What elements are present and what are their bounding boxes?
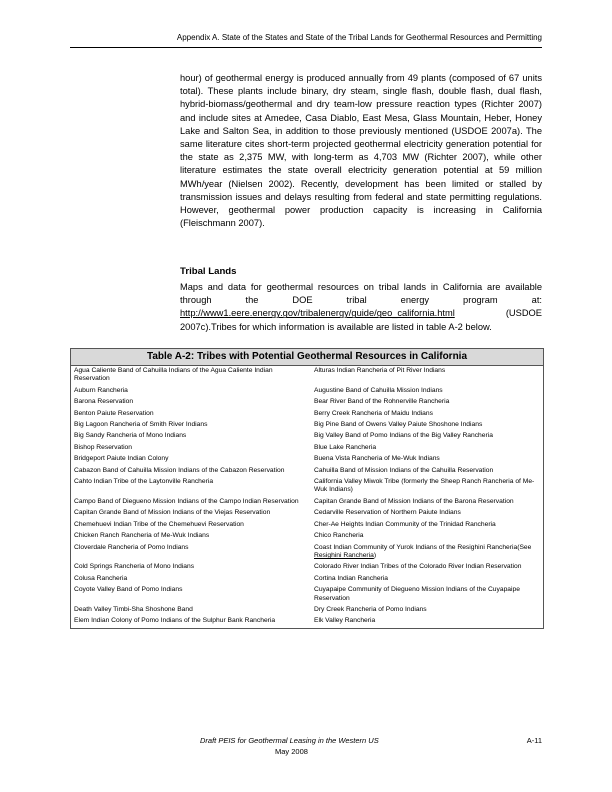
table-cell-left: Big Sandy Rancheria of Mono Indians <box>74 432 187 440</box>
table-cell-right: Big Valley Band of Pomo Indians of the Big Valley Rancheria <box>314 432 493 440</box>
table-cell-left: Cloverdale Rancheria of Pomo Indians <box>74 543 189 551</box>
table-cell-right: Big Pine Band of Owens Valley Paiute Shoshone Indians <box>314 421 483 429</box>
table-row <box>71 508 543 519</box>
table-row <box>71 454 543 465</box>
table-row <box>71 585 543 605</box>
table-cell-left: Barona Reservation <box>74 398 134 406</box>
table-row <box>71 574 543 585</box>
table-cell-left: Cold Springs Rancheria of Mono Indians <box>74 563 195 571</box>
table-row <box>71 497 543 508</box>
doe-tribal-energy-link[interactable]: http://www1.eere.energy.gov/tribalenergy/guide/geo_california.html <box>180 308 455 319</box>
table-row <box>71 531 543 542</box>
text-after-link: (USDOE 2007c).Tribes for which information is available are listed in table A-2 below. <box>180 308 542 332</box>
table-cell-left: Cabazon Band of Cahuilla Mission Indians of the Cabazon Reservation <box>74 466 285 474</box>
cross-reference-link[interactable]: Resighini Rancheria <box>314 551 374 559</box>
footer-date: May 2008 <box>275 747 308 756</box>
table-cell-right: Blue Lake Rancheria <box>314 443 377 451</box>
table-cell-left: Chicken Ranch Rancheria of Me-Wuk Indians <box>74 532 210 540</box>
running-header: Appendix A. State of the States and State of the Tribal Lands for Geothermal Resources and Permitting <box>176 33 542 42</box>
page-number: A-11 <box>526 736 542 745</box>
table-cell-left: Chemehuevi Indian Tribe of the Chemehuevi Reservation <box>74 520 244 528</box>
table-cell-left: Auburn Rancheria <box>74 386 128 394</box>
table-row <box>71 616 543 627</box>
table-title: Table A-2: Tribes with Potential Geothermal Resources in California <box>71 349 543 366</box>
section-heading: Tribal Lands <box>180 266 237 277</box>
table-row <box>71 520 543 531</box>
table-row <box>71 466 543 477</box>
table-body <box>71 366 543 628</box>
table-cell-right: Capitan Grande Band of Mission Indians of the Barona Reservation <box>314 497 514 505</box>
table-cell-right: Cuyapaipe Community of Diegueno Mission Indians of the Cuyapaipe Reservation <box>314 586 520 602</box>
table-cell-left: Death Valley Timbi-Sha Shoshone Band <box>74 605 193 613</box>
table-cell-left: Benton Paiute Reservation <box>74 409 154 417</box>
text-before-link: Maps and data for geothermal resources on tribal lands in California are available through the DOE tribal energy program at: <box>180 282 542 306</box>
tribes-table <box>70 348 544 629</box>
table-row <box>71 562 543 573</box>
table-cell-left: Bishop Reservation <box>74 443 132 451</box>
table-row <box>71 397 543 408</box>
paragraph: hour) of geothermal energy is produced annually from 49 plants (composed of 67 units total). These plants include binary, dry steam, single flash, double flash, dual flash, hybrid-biomass/geothermal and dry team-low pressure reaction types (Richter 2007) and include sites at Amedee, Casa Diablo, East Mesa, Glass Mountain, Heber, Honey Lake and Salton Sea, in addition to those previously mentioned (USDOE 2007a). The same literature cites short-term projected geothermal electricity generation potential for the state as 2,375 MW, with long-term as 4,703 MW (Richter 2007), while other literature estimates the state overall electricity generation potential at 59 million MWh/year (Nielsen 2002). Recently, development has been limited or stalled by transmission issues and delays resulting from federal and state permitting regulations. However, geothermal power production capacity is increasing in California (Fleischmann 2007). <box>180 73 542 229</box>
footer-document-title: Draft PEIS for Geothermal Leasing in the Western US <box>200 736 379 745</box>
table-cell-left: Big Lagoon Rancheria of Smith River Indians <box>74 421 208 429</box>
table-cell-left: Coyote Valley Band of Pomo Indians <box>74 586 183 594</box>
table-row <box>71 386 543 397</box>
table-cell-right: Dry Creek Rancheria of Pomo Indians <box>314 605 427 613</box>
table-cell-left: Capitan Grande Band of Mission Indians of the Viejas Reservation <box>74 509 271 517</box>
table-row <box>71 477 543 497</box>
table-cell-right: Buena Vista Rancheria of Me-Wuk Indians <box>314 455 440 463</box>
table-cell-right: Cher-Ae Heights Indian Community of the Trinidad Rancheria <box>314 520 496 528</box>
table-cell-left: Bridgeport Paiute Indian Colony <box>74 455 169 463</box>
table-cell-right: California Valley Miwok Tribe (formerly the Sheep Ranch Rancheria of Me-Wuk Indians) <box>314 478 535 494</box>
table-row <box>71 420 543 431</box>
paragraph <box>180 281 542 334</box>
table-row <box>71 543 543 563</box>
table-cell-right <box>311 543 543 563</box>
cell-text: Coast Indian Community of Yurok Indians of the Resighini Rancheria(See <box>314 543 532 551</box>
body-text <box>180 72 542 230</box>
table-cell-left: Elem Indian Colony of Pomo Indians of the Sulphur Bank Rancheria <box>74 617 276 625</box>
table-cell-right: Berry Creek Rancheria of Maidu Indians <box>314 409 433 417</box>
table-cell-left: Cahto Indian Tribe of the Laytonville Rancheria <box>74 478 214 486</box>
table-cell-left: Campo Band of Diegueno Mission Indians of the Campo Indian Reservation <box>74 497 299 505</box>
table-cell-right: Colorado River Indian Tribes of the Colorado River Indian Reservation <box>314 563 522 571</box>
table-cell-right: Cortina Indian Rancheria <box>314 574 388 582</box>
table-row <box>71 605 543 616</box>
table-cell-left: Colusa Rancheria <box>74 574 128 582</box>
table-cell-right: Chico Rancheria <box>314 532 364 540</box>
table-row <box>71 366 543 386</box>
tribal-lands-text <box>180 281 542 334</box>
cell-text: ) <box>373 551 377 559</box>
table-cell-right: Augustine Band of Cahuilla Mission Indians <box>314 386 443 394</box>
table-cell-right: Alturas Indian Rancheria of Pit River Indians <box>314 367 446 374</box>
table-cell-right: Cedarville Reservation of Northern Paiute Indians <box>314 509 461 517</box>
table-cell-right: Bear River Band of the Rohnerville Rancheria <box>314 398 450 406</box>
table-cell-right: Cahuilla Band of Mission Indians of the Cahuilla Reservation <box>314 466 494 474</box>
table-cell-left: Agua Caliente Band of Cahuilla Indians of the Agua Caliente Indian Reservation <box>74 367 273 383</box>
table-row <box>71 431 543 442</box>
header-rule <box>70 47 542 48</box>
table-row <box>71 443 543 454</box>
table-row <box>71 409 543 420</box>
table-cell-right: Elk Valley Rancheria <box>314 617 376 625</box>
